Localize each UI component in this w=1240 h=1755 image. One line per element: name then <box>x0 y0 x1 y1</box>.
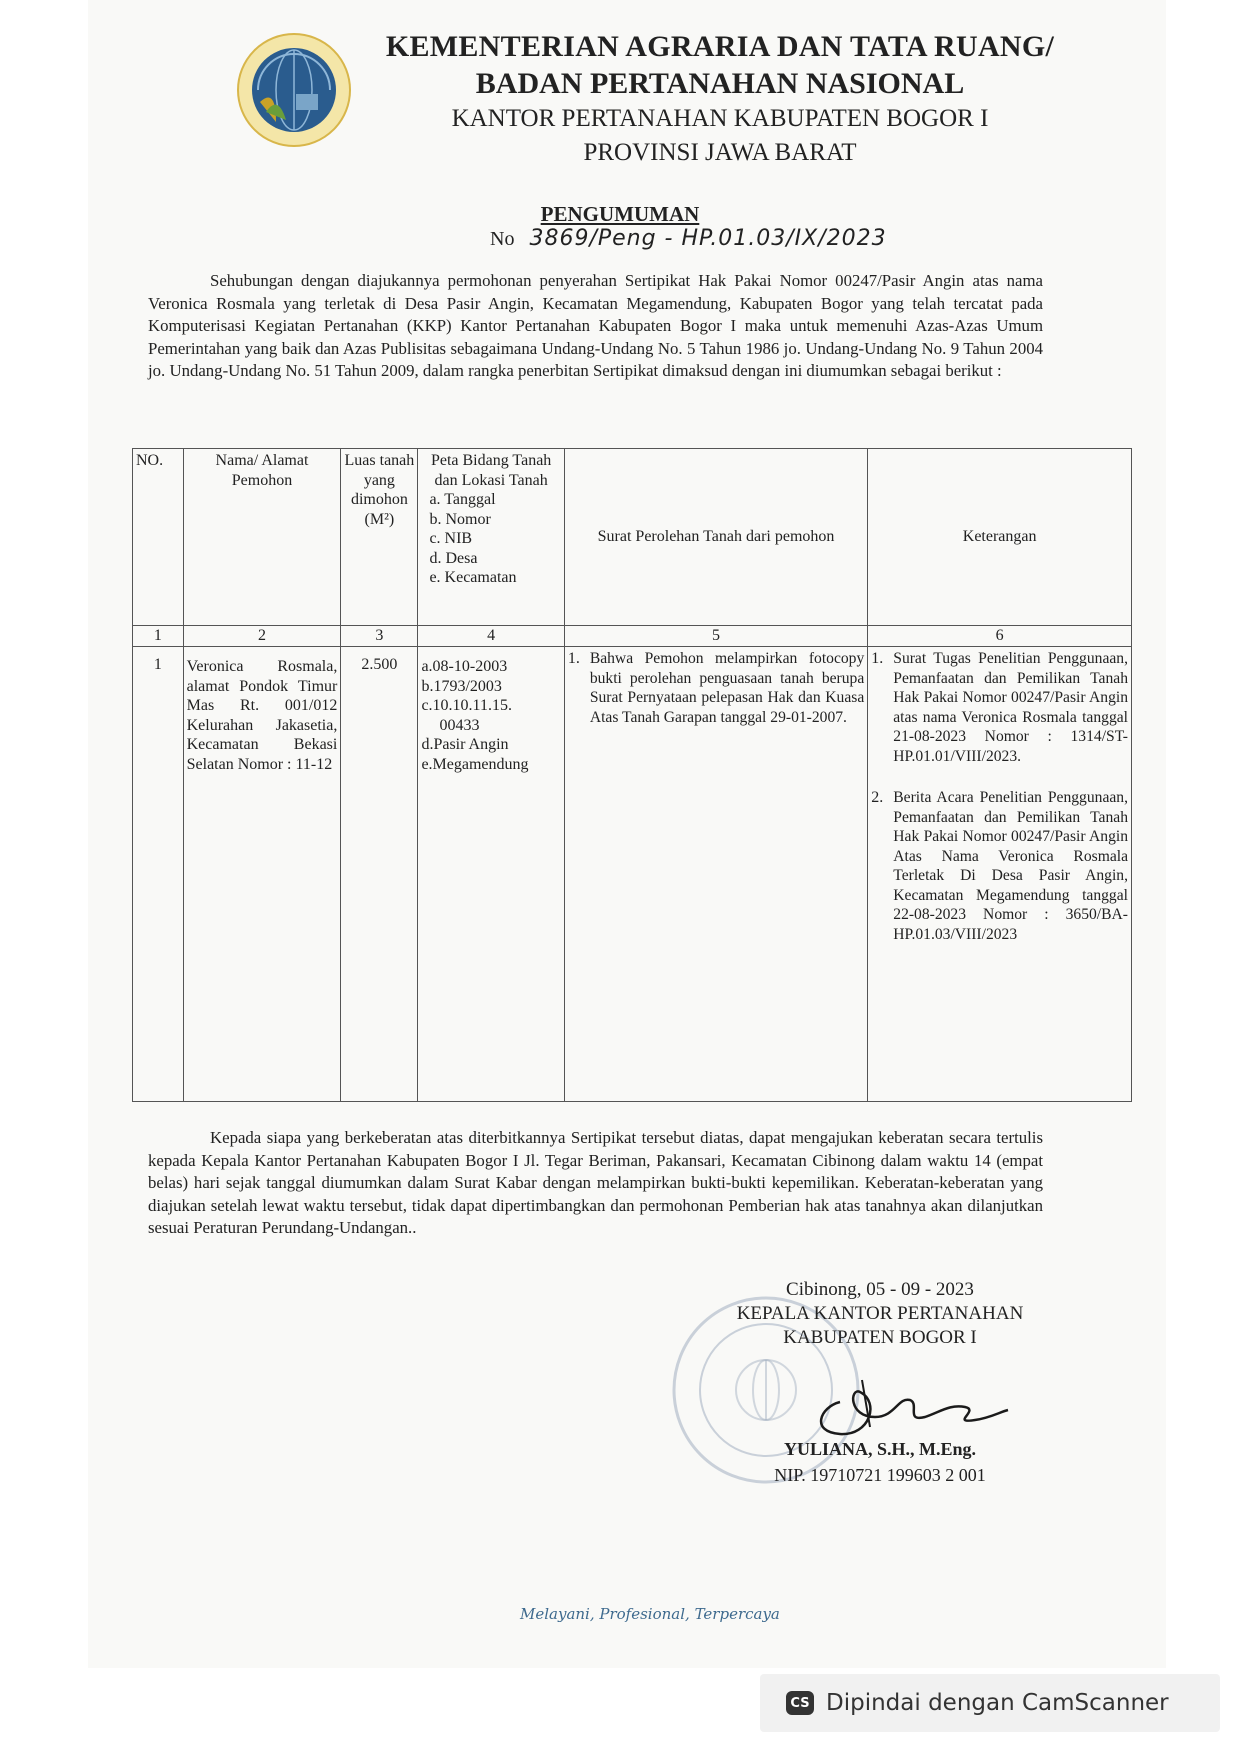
signer-position: KEPALA KANTOR PERTANAHAN <box>736 1303 1024 1324</box>
signer-office: KABUPATEN BOGOR I <box>783 1327 977 1348</box>
peta-value-c2: 00433 <box>439 716 480 734</box>
row-no: 1 <box>133 647 184 1102</box>
header-surat: Surat Perolehan Tanah dari pemohon <box>564 449 867 626</box>
announcement-number <box>490 226 887 251</box>
number-label: No <box>490 228 515 250</box>
agency-name: BADAN PERTANAHAN NASIONAL <box>475 67 965 100</box>
keterangan-item-2 <box>871 788 1128 944</box>
surat-item-number: 1. <box>567 650 580 667</box>
bpn-logo <box>236 32 352 148</box>
signer-nip: NIP. 19710721 199603 2 001 <box>774 1465 986 1485</box>
camscanner-footer <box>760 1674 1220 1732</box>
peta-value-d: d.Pasir Angin <box>421 736 509 753</box>
surat-item-text: Bahwa Pemohon melampirkan fotocopy bukti perolehan penguasaan tanah berupa Surat Pernyataan pelepasan Hak dan Kuasa Atas Tanah Garapan tanggal 29-01-2007. <box>589 650 865 726</box>
keterangan-item-text: Berita Acara Penelitian Penggunaan, Pemanfaatan dan Pemilikan Tanah Hak Pakai Nomor 00247/Pasir Angin Atas Nama Veronica Rosmala Terletak Di Desa Pasir Angin, Kecamatan Megamendung tanggal 22-08-2023 Nomor : 3650/BA-HP.01.03/VIII/2023 <box>893 789 1128 943</box>
index-cell: 6 <box>868 626 1132 647</box>
closing-paragraph: Kepada siapa yang berkeberatan atas diterbitkannya Sertipikat tersebut diatas, dapat mengajukan keberatan secara tertulis kepada Kepala Kantor Pertanahan Kabupaten Bogor I Jl. Tegar Beriman, Pakansari, Kecamatan Cibinong dalam waktu 14 (empat belas) hari sejak tanggal diumumkan dalam Surat Kabar dengan melampirkan bukti-bukti kepemilikan. Keberatan-keberatan yang diajukan setelah lewat waktu tersebut, tidak dapat dipertimbangkan dan permohonan Pemberian hak atas tanahnya akan dilanjutkan sesuai Peraturan Perundang-Undangan.. <box>148 1128 1043 1237</box>
ministry-name: KEMENTERIAN AGRARIA DAN TATA RUANG/ <box>385 30 1055 63</box>
place-date: Cibinong, 05 - 09 - 2023 <box>786 1279 974 1300</box>
table-header-row <box>133 449 1132 626</box>
row-surat <box>564 647 867 1102</box>
peta-item-c: c. NIB <box>429 530 473 547</box>
number-value: 3869/Peng - HP.01.03/IX/2023 <box>529 226 887 251</box>
keterangan-item-number: 2. <box>871 789 884 806</box>
letterhead <box>350 28 1090 170</box>
row-nama: Veronica Rosmala, alamat Pondok Timur Mas Rt. 001/012 Kelurahan Jakasetia, Kecamatan Bekasi Selatan Nomor : 11-12 <box>183 647 341 1102</box>
index-cell: 3 <box>341 626 418 647</box>
peta-value-b: b.1793/2003 <box>421 677 502 695</box>
keterangan-item-1 <box>871 649 1128 766</box>
peta-item-a: a. Tanggal <box>429 491 496 508</box>
intro-paragraph: Sehubungan dengan diajukannya permohonan penyerahan Sertipikat Hak Pakai Nomor 00247/Pasir Angin atas nama Veronica Rosmala yang terletak di Desa Pasir Angin, Kecamatan Megamendung, Kabupaten Bogor yang telah tercatat pada Komputerisasi Kegiatan Pertanahan (KKP) Kantor Pertanahan Kabupaten Bogor I maka untuk memenuhi Azas-Azas Umum Pemerintahan yang baik dan Azas Publisitas sebagaimana Undang-Undang No. 5 Tahun 1986 jo. Undang-Undang No. 9 Tahun 2004 jo. Undang-Undang No. 51 Tahun 2009, dalam rangka penerbitan Sertipikat dimaksud dengan ini diumumkan sebagai berikut : <box>148 271 1043 380</box>
peta-item-b: b. Nomor <box>429 510 491 528</box>
peta-value-c: c.10.10.11.15. <box>421 697 512 714</box>
camscanner-icon: CS <box>786 1691 814 1715</box>
peta-item-d: d. Desa <box>429 549 478 567</box>
index-cell: 2 <box>183 626 341 647</box>
header-peta <box>418 449 564 626</box>
keterangan-item-text: Surat Tugas Penelitian Penggunaan, Pemanfaatan dan Pemilikan Tanah Hak Pakai Nomor 00247/Pasir Angin atas nama Veronica Rosmala tanggal 21-08-2023 Nomor : 1314/ST-HP.01.01/VIII/2023. <box>893 650 1128 765</box>
index-cell: 1 <box>133 626 184 647</box>
announcement-table <box>132 448 1132 1102</box>
header-luas: Luas tanah yang dimohon (M²) <box>341 449 418 626</box>
keterangan-item-number: 1. <box>871 650 884 667</box>
header-peta-title: Peta Bidang Tanah dan Lokasi Tanah <box>430 452 552 489</box>
index-cell: 5 <box>564 626 867 647</box>
row-keterangan <box>868 647 1132 1102</box>
signer-block <box>700 1436 1060 1488</box>
row-peta <box>418 647 564 1102</box>
row-luas: 2.500 <box>341 647 418 1102</box>
announcement-title: PENGUMUMAN <box>540 202 700 226</box>
office-name: KANTOR PERTANAHAN KABUPATEN BOGOR I <box>451 105 989 132</box>
signer-name: YULIANA, S.H., M.Eng. <box>783 1439 977 1459</box>
peta-value-a: a.08-10-2003 <box>421 658 508 675</box>
header-no: NO. <box>133 449 184 626</box>
header-keterangan: Keterangan <box>868 449 1132 626</box>
header-nama: Nama/ Alamat Pemohon <box>183 449 341 626</box>
signature-block <box>700 1278 1060 1350</box>
column-index-row <box>133 626 1132 647</box>
motto-text: Melayani, Profesional, Terpercaya <box>520 1605 780 1623</box>
camscanner-label: Dipindai dengan CamScanner <box>826 1690 1169 1716</box>
table-row <box>133 647 1132 1102</box>
peta-value-e: e.Megamendung <box>421 755 529 773</box>
peta-item-e: e. Kecamatan <box>429 569 517 586</box>
surat-item <box>568 649 864 727</box>
index-cell: 4 <box>418 626 564 647</box>
province-name: PROVINSI JAWA BARAT <box>583 139 857 166</box>
